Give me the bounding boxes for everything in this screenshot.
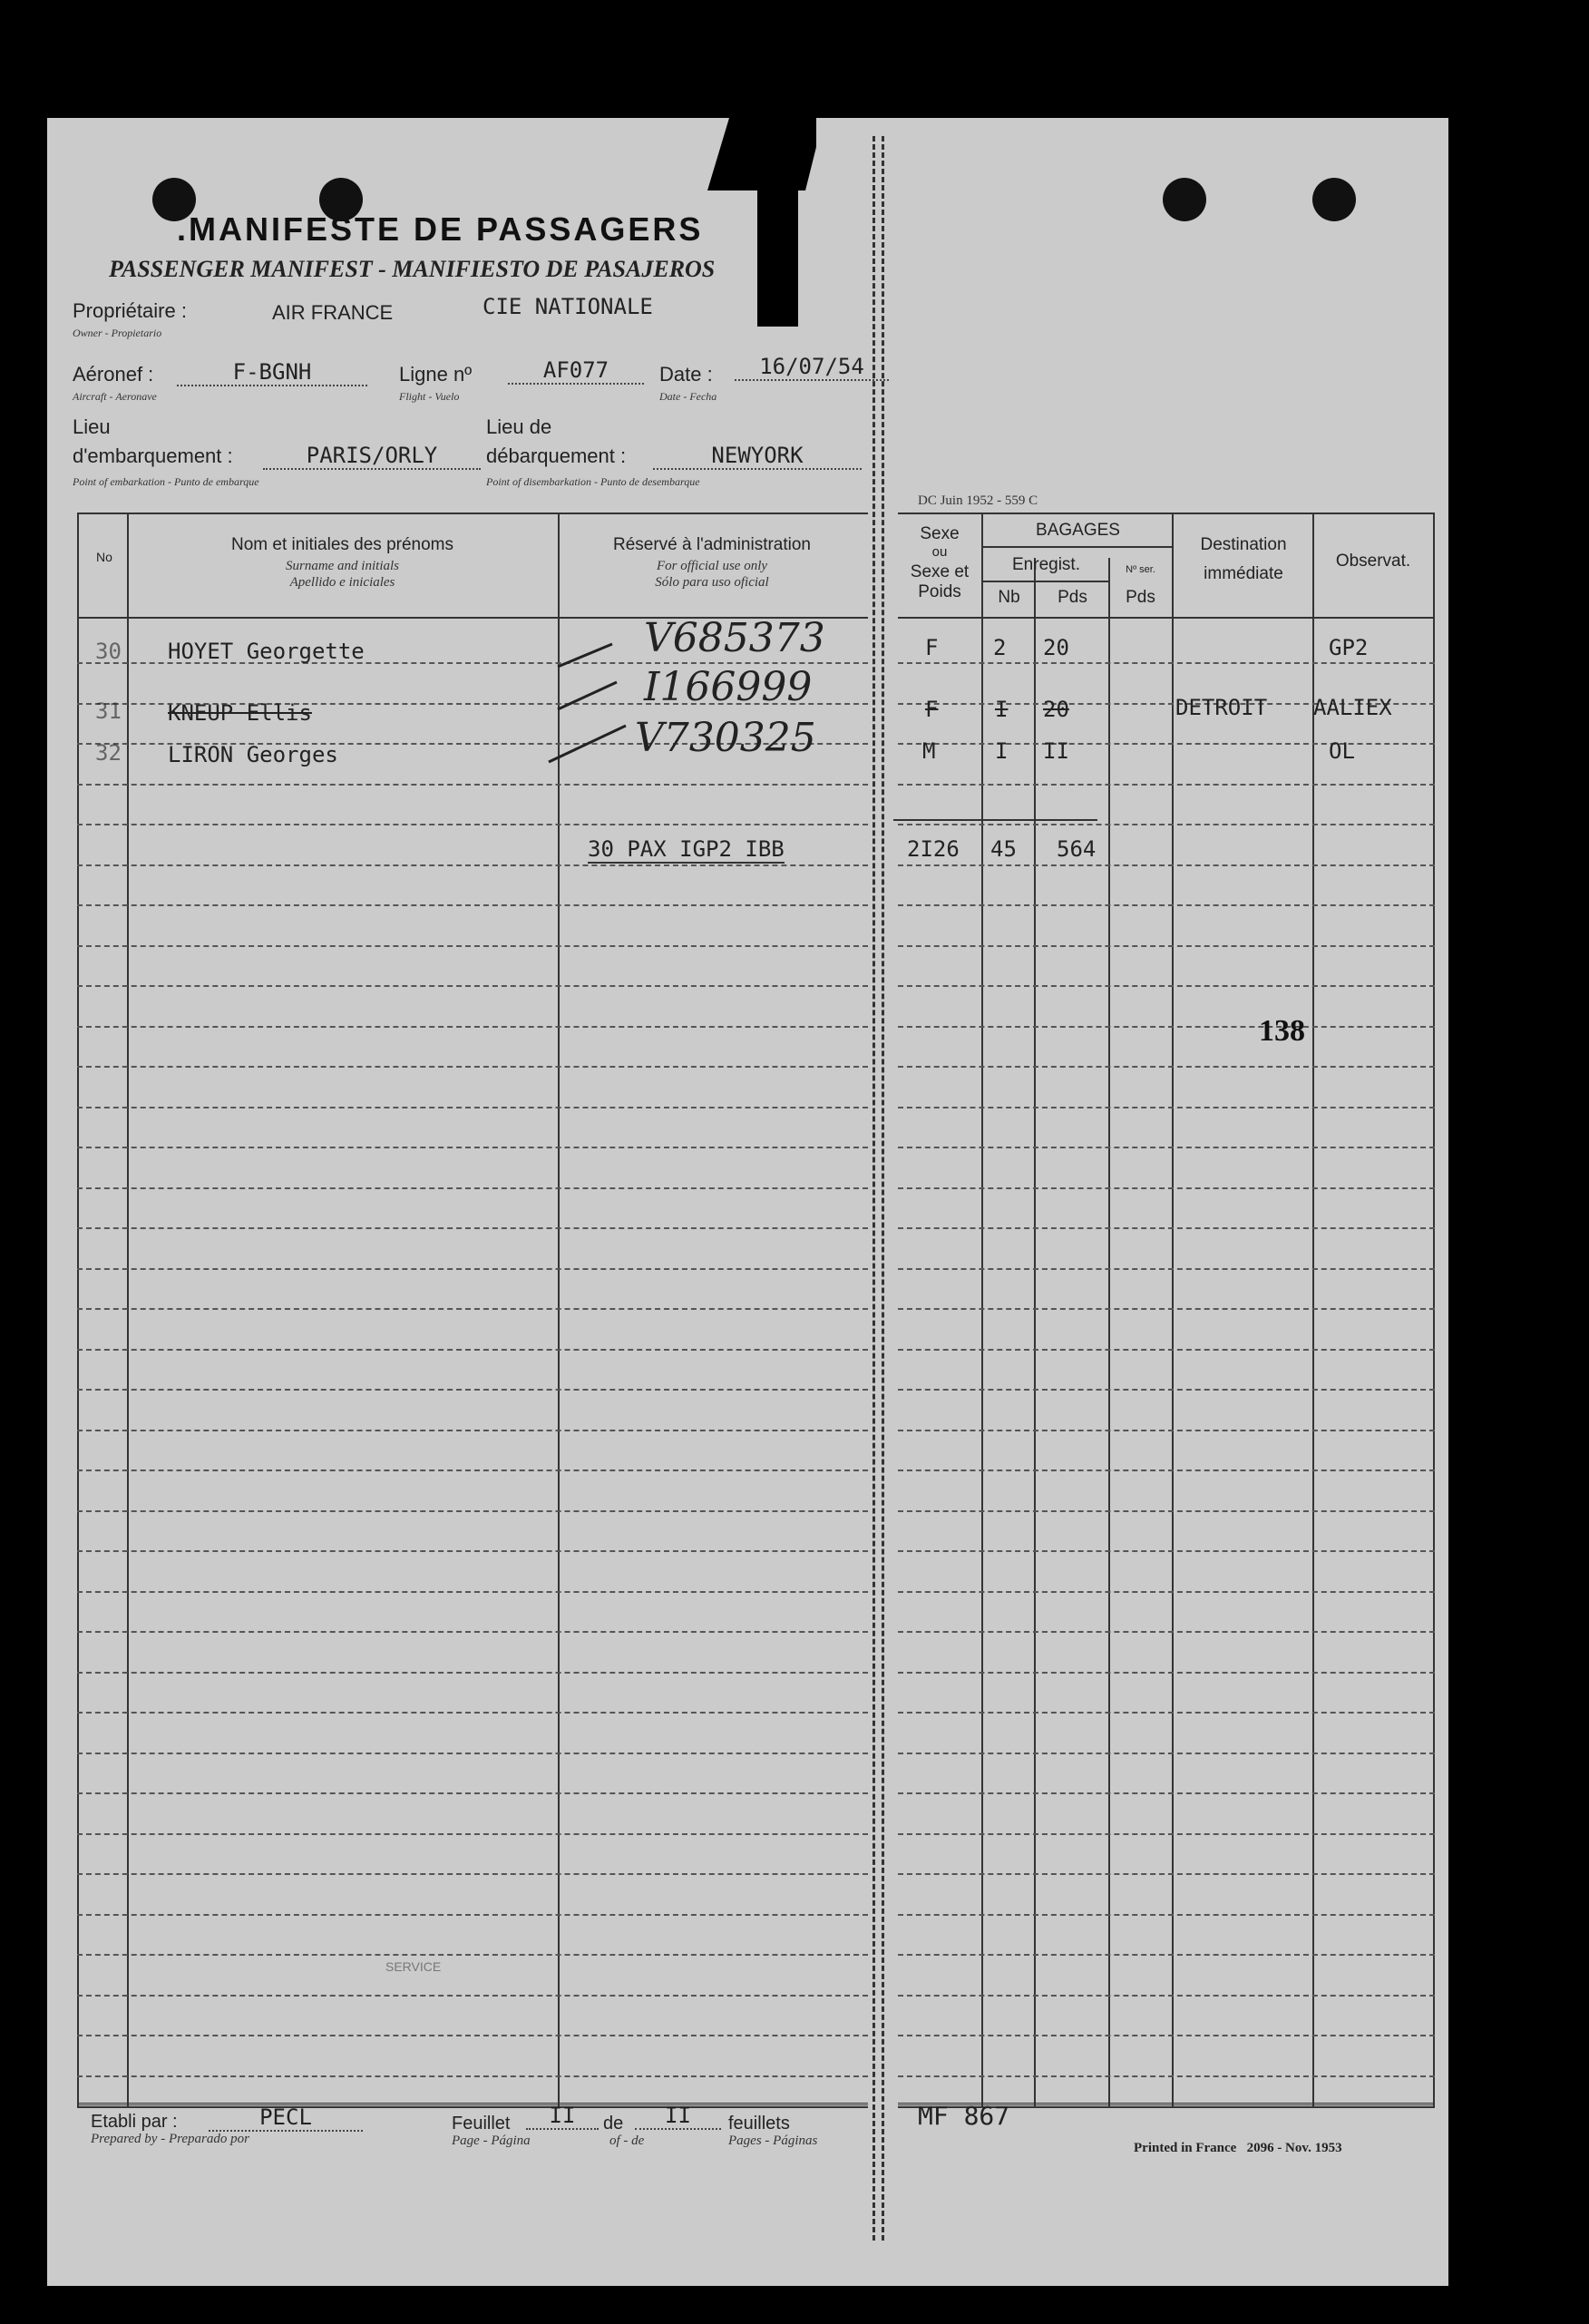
row-rule	[898, 1792, 1435, 1794]
col-pds: Pds	[1058, 588, 1087, 607]
of-label: de	[603, 2114, 624, 2134]
embark-value: PARIS/ORLY	[263, 443, 481, 470]
row-rule	[77, 1833, 868, 1835]
row-3-admin: V730325	[635, 715, 816, 761]
row-rule	[77, 2075, 868, 2077]
punch-hole-3	[1163, 178, 1206, 221]
row-2-dest: DETROIT	[1175, 695, 1268, 720]
totals-nb: 45	[990, 836, 1017, 862]
row-rule	[77, 1753, 868, 1754]
row-rule	[898, 1187, 1435, 1189]
row-rule	[77, 864, 868, 866]
row-2-admin: I166999	[644, 664, 813, 710]
center-divider-2	[882, 136, 884, 2241]
row-rule	[77, 1349, 868, 1351]
col-sexe-2: ou	[931, 544, 948, 560]
row-rule	[898, 1914, 1435, 1916]
aircraft-value: F-BGNH	[177, 359, 367, 386]
row-rule	[898, 2035, 1435, 2036]
row-rule	[898, 1833, 1435, 1835]
printed-note: Printed in France 2096 - Nov. 1953	[1134, 2141, 1342, 2155]
prepared-label: Etabli par :	[91, 2112, 178, 2132]
col-sexe-1: Sexe	[920, 524, 960, 543]
col-admin-1: Réservé à l'administration	[613, 535, 811, 554]
row-rule	[898, 1026, 1435, 1028]
page-sub: Page - Página	[452, 2134, 531, 2148]
pages-sub: Pages - Páginas	[728, 2134, 818, 2148]
form-code: DC Juin 1952 - 559 C	[918, 493, 1038, 508]
row-rule	[77, 1712, 868, 1714]
row-rule	[77, 824, 868, 825]
row-rule	[77, 1591, 868, 1593]
row-rule	[77, 1430, 868, 1431]
col-nb: Nb	[998, 588, 1020, 607]
row-rule	[77, 1308, 868, 1310]
row-rule	[77, 1066, 868, 1068]
manifest-subtitle: PASSENGER MANIFEST - MANIFIESTO DE PASAJEROS	[109, 256, 716, 282]
of-sub: of - de	[609, 2134, 645, 2148]
row-rule	[898, 1510, 1435, 1512]
row-rule	[898, 1470, 1435, 1471]
row-rule	[898, 945, 1435, 947]
sheets-label: feuillets	[728, 2114, 790, 2134]
row-rule	[898, 1631, 1435, 1633]
aircraft-label: Aéronef :	[73, 363, 154, 386]
date-label: Date :	[659, 363, 713, 386]
row-3-no: 32	[95, 740, 122, 766]
row-rule	[898, 1954, 1435, 1956]
col-observ: Observat.	[1335, 552, 1411, 571]
row-2-nb: I	[995, 697, 1009, 722]
disembark-label-1: Lieu de	[486, 415, 552, 438]
row-rule	[898, 1672, 1435, 1674]
row-1-obs: GP2	[1329, 635, 1369, 660]
col-name-1: Nom et initiales des prénoms	[231, 535, 453, 554]
row-rule	[77, 1389, 868, 1391]
owner-value-printed: AIR FRANCE	[272, 301, 394, 324]
row-3-sexe: M	[922, 738, 936, 764]
paper-tear	[757, 118, 798, 327]
disembark-label-2: débarquement :	[486, 444, 627, 467]
totals-sexe: 2I26	[907, 836, 960, 862]
totals-rule	[893, 819, 1097, 821]
row-rule	[898, 1753, 1435, 1754]
row-rule	[898, 784, 1435, 786]
row-3-pds: II	[1043, 738, 1069, 764]
col-admin-2: For official use only	[656, 559, 768, 573]
row-rule	[898, 2075, 1435, 2077]
row-3-nb: I	[995, 738, 1009, 764]
date-value: 16/07/54	[735, 354, 889, 381]
row-rule	[898, 662, 1435, 664]
row-rule	[77, 1914, 868, 1916]
row-rule	[898, 1227, 1435, 1229]
owner-sub: Owner - Propietario	[73, 327, 162, 339]
row-rule	[77, 1550, 868, 1552]
col-name-3: Apellido e iniciales	[289, 575, 395, 590]
row-3-name: LIRON Georges	[168, 742, 338, 767]
row-rule	[77, 1026, 868, 1028]
sheet-label: Feuillet	[452, 2114, 511, 2134]
row-rule	[77, 904, 868, 906]
row-rule	[898, 985, 1435, 987]
row-rule	[898, 1107, 1435, 1108]
row-rule	[77, 1107, 868, 1108]
row-rule	[898, 1268, 1435, 1270]
totals-pds: 564	[1057, 836, 1097, 862]
punch-hole-4	[1312, 178, 1356, 221]
row-rule	[77, 1672, 868, 1674]
row-1-no: 30	[95, 639, 122, 664]
row-rule	[77, 1147, 868, 1148]
col-no-ser: Nº ser.	[1126, 564, 1155, 575]
row-rule	[77, 1187, 868, 1189]
col-enregist: Enregist.	[1012, 555, 1080, 574]
row-rule	[77, 784, 868, 786]
row-rule	[898, 824, 1435, 825]
enregist-rule	[983, 581, 1108, 582]
row-1-name: HOYET Georgette	[168, 639, 365, 664]
sheet-value: II	[526, 2103, 599, 2130]
total-value: II	[635, 2103, 721, 2130]
row-rule	[898, 1873, 1435, 1875]
row-2-pds: 20	[1043, 697, 1069, 722]
row-rule	[898, 1066, 1435, 1068]
col-admin-3: Sólo para uso oficial	[655, 575, 769, 590]
row-rule	[898, 1591, 1435, 1593]
footer-rule-left	[77, 2103, 868, 2105]
embark-sub: Point of embarkation - Punto de embarque	[73, 475, 259, 488]
row-rule	[77, 1268, 868, 1270]
header-rule-right	[898, 617, 1435, 619]
row-rule	[77, 945, 868, 947]
center-divider-1	[872, 136, 875, 2241]
admin-check-marks	[544, 626, 653, 771]
row-rule	[77, 1470, 868, 1471]
col-no: No	[96, 550, 112, 564]
row-2-sexe: F	[925, 697, 939, 722]
row-rule	[898, 1389, 1435, 1391]
manifest-title: .MANIFESTE DE PASSAGERS	[177, 210, 704, 248]
col-dest-1: Destination	[1200, 535, 1287, 554]
flight-sub: Flight - Vuelo	[399, 390, 460, 403]
row-rule	[77, 2035, 868, 2036]
row-2-name: KNEUP Ellis	[168, 700, 312, 726]
row-rule	[77, 1954, 868, 1956]
disembark-value: NEWYORK	[653, 443, 862, 470]
embark-label-1: Lieu	[73, 415, 111, 438]
row-rule	[898, 1430, 1435, 1431]
embark-label-2: d'embarquement :	[73, 444, 233, 467]
row-rule	[77, 1227, 868, 1229]
row-rule	[898, 1995, 1435, 1997]
bagages-rule	[983, 546, 1172, 548]
col-dest-2: immédiate	[1204, 564, 1283, 583]
flight-value: AF077	[508, 357, 644, 385]
mf-number: MF 867	[918, 2101, 1010, 2131]
row-rule	[77, 1995, 868, 1997]
aircraft-sub: Aircraft - Aeronave	[73, 390, 157, 403]
row-rule	[77, 985, 868, 987]
date-sub: Date - Fecha	[659, 390, 717, 403]
row-rule	[898, 1147, 1435, 1148]
row-rule	[77, 1873, 868, 1875]
totals-summary: 30 PAX IGP2 IBB	[588, 836, 785, 862]
row-rule	[77, 1631, 868, 1633]
row-1-admin: V685373	[644, 615, 825, 661]
row-rule	[898, 864, 1435, 866]
row-1-nb: 2	[993, 635, 1007, 660]
row-rule	[898, 1712, 1435, 1714]
owner-label: Propriétaire :	[73, 299, 187, 322]
row-3-obs: OL	[1329, 738, 1355, 764]
col-pds2: Pds	[1126, 588, 1155, 607]
row-2-no: 31	[95, 698, 122, 724]
stamp-number: 138	[1259, 1014, 1305, 1048]
row-rule	[77, 1792, 868, 1794]
prepared-sub: Prepared by - Preparado por	[91, 2132, 249, 2146]
col-bagages: BAGAGES	[1036, 521, 1120, 540]
owner-value-typed: CIE NATIONALE	[483, 294, 653, 319]
row-rule	[898, 1349, 1435, 1351]
row-1-pds: 20	[1043, 635, 1069, 660]
row-rule	[77, 1510, 868, 1512]
col-sexe-4: Poids	[918, 582, 961, 601]
row-rule	[898, 1308, 1435, 1310]
prepared-value: PECL	[209, 2104, 363, 2132]
col-sexe-3: Sexe et	[910, 562, 970, 581]
service-text: SERVICE	[385, 1959, 442, 1974]
col-name-2: Surname and initials	[285, 559, 399, 573]
row-1-sexe: F	[925, 635, 939, 660]
disembark-sub: Point of disembarkation - Punto de desembarque	[486, 475, 700, 488]
flight-label: Ligne nº	[399, 363, 473, 386]
row-rule	[898, 904, 1435, 906]
row-rule	[898, 1550, 1435, 1552]
row-2-obs: AALIEX	[1313, 695, 1392, 720]
